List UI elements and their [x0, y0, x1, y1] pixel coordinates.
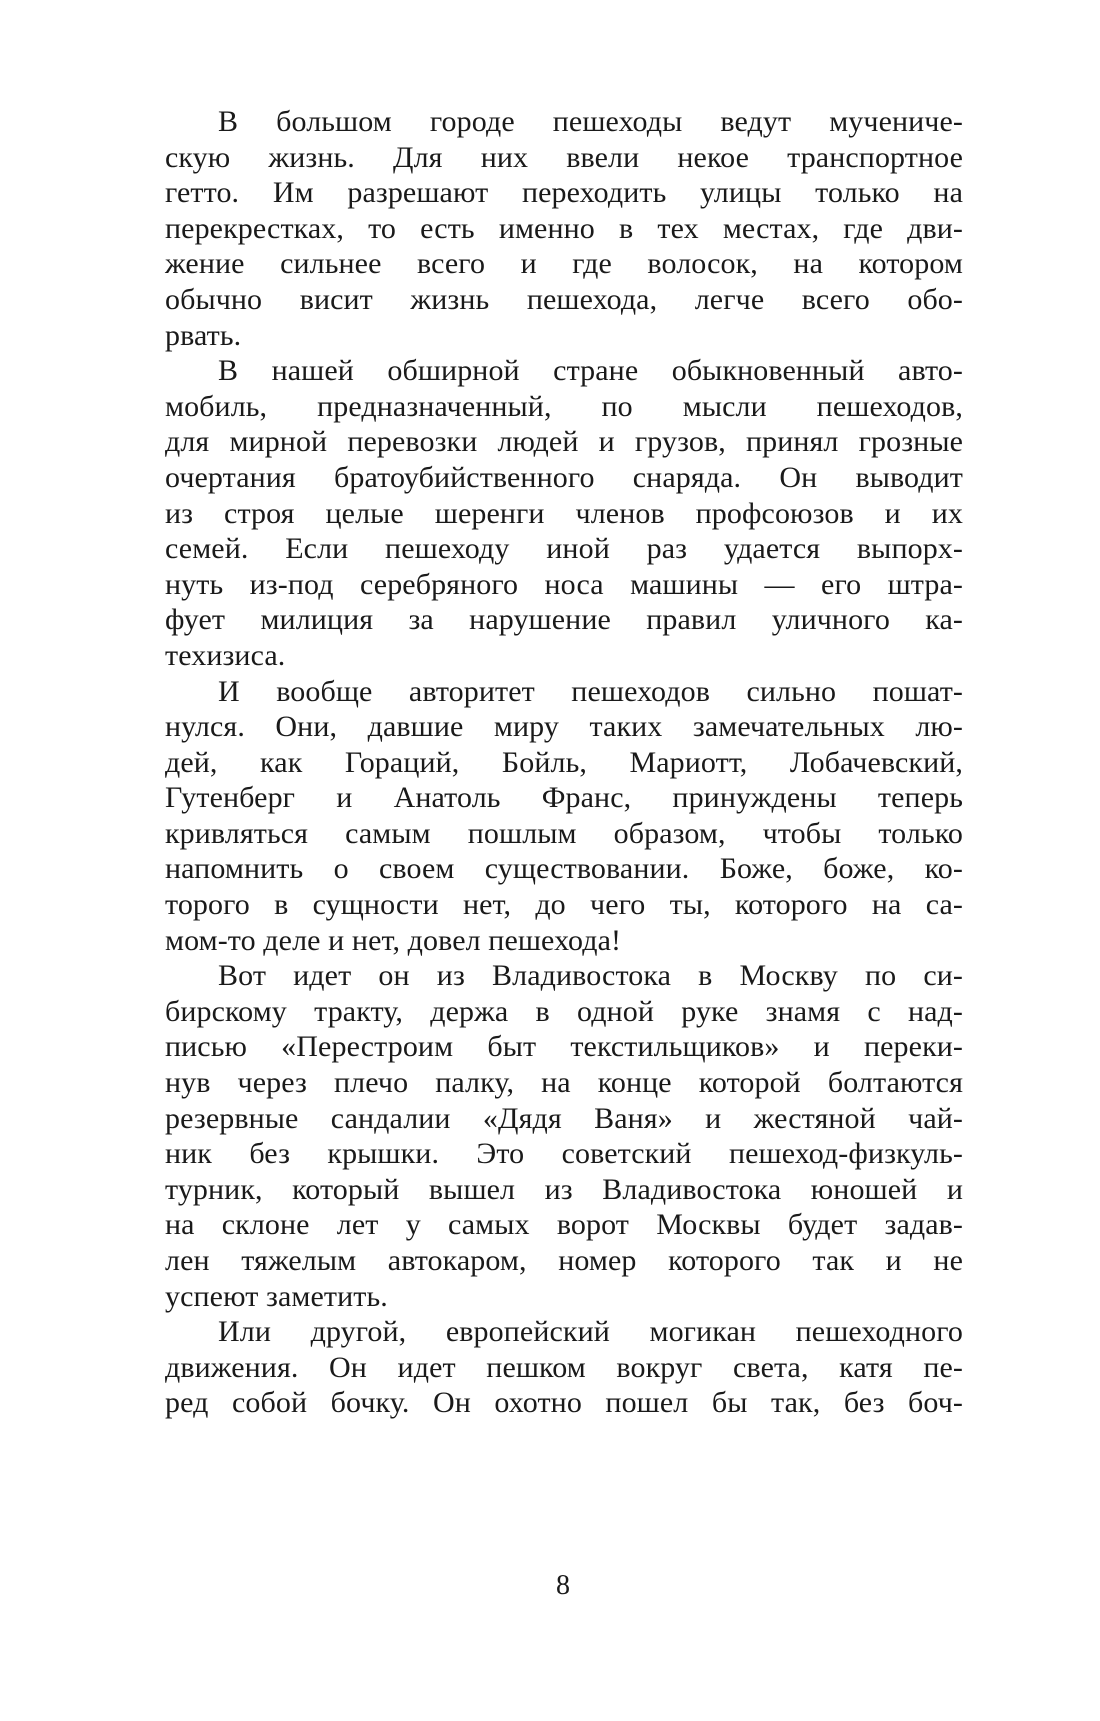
paragraph-3 [165, 674, 963, 959]
text-line: мом-то деле и нет, довел пешехода! [165, 923, 622, 957]
text-line: ник без крышки. Это советский пешеход-физкуль- [165, 1137, 963, 1171]
text-line: В нашей обширной стране обыкновенный авто- [218, 354, 963, 388]
text-line: обычно висит жизнь пешехода, легче всего обо- [165, 282, 963, 316]
text-line: Гутенберг и Анатоль Франс, принуждены теперь [165, 781, 963, 815]
text-line: очертания братоубийственного снаряда. Он выводит [165, 460, 963, 494]
text-line: кривляться самым пошлым образом, чтобы только [165, 816, 963, 850]
text-line: турник, который вышел из Владивостока юношей и [165, 1172, 963, 1206]
text-line: мобиль, предназначенный, по мысли пешеходов, [165, 389, 963, 423]
text-line: дей, как Гораций, Бойль, Мариотт, Лобачевский, [165, 745, 963, 779]
text-line: перекрестках, то есть именно в тех местах, где дви- [165, 211, 963, 245]
text-line: скую жизнь. Для них ввели некое транспортное [165, 140, 963, 174]
text-line: гетто. Им разрешают переходить улицы только на [165, 176, 963, 210]
text-line: нуть из-под серебряного носа машины — его штра- [165, 567, 963, 601]
text-line: лен тяжелым автокаром, номер которого так и не [165, 1244, 963, 1277]
paragraph-5 [165, 1314, 963, 1421]
text-line: нув через плечо палку, на конце которой болтаются [165, 1066, 963, 1100]
text-line: И вообще авторитет пешеходов сильно пошат- [218, 674, 963, 708]
paragraph-4 [165, 958, 963, 1314]
text-line: техизиса. [165, 638, 286, 672]
page-number: 8 [556, 1570, 570, 1601]
text-line: из строя целые шеренги членов профсоюзов и их [165, 496, 963, 530]
text-line: успеют заметить. [165, 1279, 388, 1313]
text-line: жение сильнее всего и где волосок, на котором [165, 247, 963, 281]
paragraph-2 [165, 353, 963, 673]
text-line: писью «Перестроим быт текстильщиков» и переки- [165, 1030, 963, 1064]
text-line: торого в сущности нет, до чего ты, которого на са- [165, 888, 963, 922]
text-line: Вот идет он из Владивостока в Москву по си- [218, 959, 963, 993]
text-line: нулся. Они, давшие миру таких замечательных лю- [165, 710, 963, 744]
text-line: ред собой бочку. Он охотно пошел бы так, без боч- [165, 1386, 963, 1420]
text-line: В большом городе пешеходы ведут мучениче- [218, 105, 963, 138]
text-line: для мирной перевозки людей и грузов, принял грозные [165, 425, 963, 459]
text-line: на склоне лет у самых ворот Москвы будет задав- [165, 1208, 963, 1242]
text-line: резервные сандалии «Дядя Ваня» и жестяной чай- [165, 1101, 963, 1135]
text-line: рвать. [165, 318, 242, 352]
paragraph-1 [165, 104, 963, 353]
text-line: фует милиция за нарушение правил уличного ка- [165, 603, 963, 637]
text-line: семей. Если пешеходу иной раз удается выпорх- [165, 532, 963, 566]
text-line: напомнить о своем существовании. Боже, боже, ко- [165, 852, 963, 886]
text-line: бирскому тракту, держа в одной руке знамя с над- [165, 994, 963, 1028]
text-line: движения. Он идет пешком вокруг света, катя пе- [165, 1350, 963, 1384]
text-line: Или другой, европейский могикан пешеходного [218, 1315, 963, 1349]
body-text [165, 104, 963, 1421]
